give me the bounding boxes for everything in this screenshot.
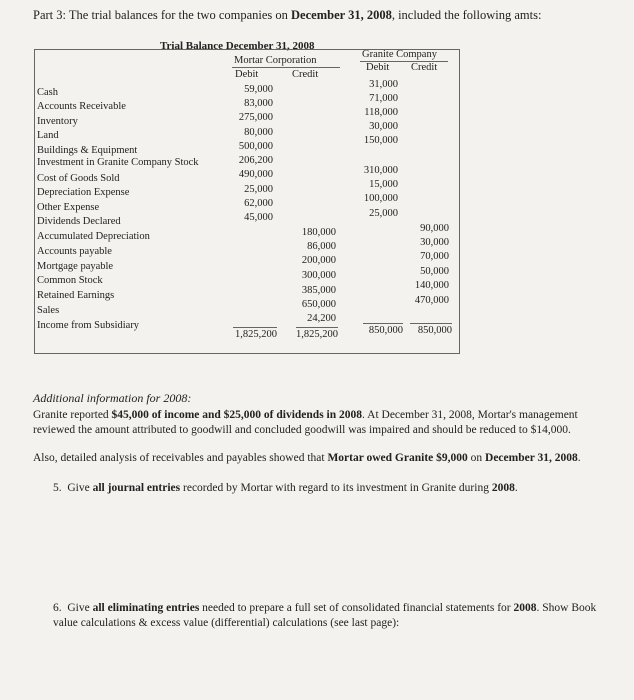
question-6 xyxy=(53,601,613,631)
granite-debit-total: 850,000 xyxy=(368,325,403,336)
mortar-debit-value: 83,000 xyxy=(244,98,273,109)
granite-debit-value: 15,000 xyxy=(369,179,398,190)
para1-text: . At December 31, 2008, Mortar's management reviewed the amount attributed to goodwill and concluded goodwill was impaired and should be reduced to $14,000. xyxy=(33,409,578,436)
para2-date: December 31, 2008 xyxy=(485,452,578,464)
granite-debit-value: 25,000 xyxy=(369,208,398,219)
account-row-label: Common Stock xyxy=(37,275,103,286)
granite-credit-value: 140,000 xyxy=(414,280,449,291)
mortar-debit-value: 206,200 xyxy=(238,155,273,166)
mortar-debit-value: 80,000 xyxy=(244,127,273,138)
mortar-credit-value: 86,000 xyxy=(307,241,336,252)
granite-debit-value: 150,000 xyxy=(363,135,398,146)
mortar-credit-total: 1,825,200 xyxy=(296,329,338,340)
account-row-label: Sales xyxy=(37,305,60,316)
granite-credit-value: 50,000 xyxy=(420,266,449,277)
account-row-label: Mortgage payable xyxy=(37,261,114,272)
account-row-label: Inventory xyxy=(37,116,78,127)
mortar-debit-value: 62,000 xyxy=(244,198,273,209)
heading-suffix: , included the following amts: xyxy=(391,8,542,22)
mortar-credit-value: 300,000 xyxy=(301,270,336,281)
account-row-label: Retained Earnings xyxy=(37,290,115,301)
question-6-text: needed to prepare a full set of consolidated financial statements for xyxy=(199,602,514,614)
granite-credit-value: 70,000 xyxy=(420,251,449,262)
question-6-number: 6. xyxy=(53,602,62,614)
para2-emphasis: Mortar owed Granite $9,000 xyxy=(327,452,468,464)
granite-debit-value: 31,000 xyxy=(369,79,398,90)
question-6-text: Give xyxy=(67,602,93,614)
question-5 xyxy=(53,481,613,496)
mortar-credit-total-rule xyxy=(296,327,338,328)
granite-debit-value: 71,000 xyxy=(369,93,398,104)
heading-date: December 31, 2008 xyxy=(291,8,392,22)
granite-credit-header: Credit xyxy=(411,62,438,73)
additional-info-paragraph-2 xyxy=(33,451,613,466)
para2-text: . xyxy=(577,452,581,464)
granite-debit-value: 310,000 xyxy=(363,165,398,176)
question-5-emphasis: all journal entries xyxy=(92,482,181,494)
additional-info-title: Additional information for 2008: xyxy=(33,391,192,405)
question-6-emphasis: all eliminating entries xyxy=(92,602,200,614)
mortar-debit-value: 490,000 xyxy=(238,169,273,180)
para2-text: on xyxy=(467,452,486,464)
mortar-debit-total: 1,825,200 xyxy=(235,329,277,340)
mortar-debit-total-rule xyxy=(233,327,277,328)
para1-emphasis: $45,000 of income and $25,000 of dividends in 2008 xyxy=(111,409,363,421)
account-row-label: Investment in Granite Company Stock xyxy=(37,157,199,168)
part-3-heading xyxy=(33,8,541,23)
additional-info-paragraph-1 xyxy=(33,408,613,438)
mortar-credit-header: Credit xyxy=(292,69,319,80)
account-row-label: Cash xyxy=(37,87,58,98)
granite-company-header: Granite Company xyxy=(362,49,437,60)
account-row-label: Depreciation Expense xyxy=(37,187,130,198)
account-row-label: Accounts payable xyxy=(37,246,112,257)
granite-credit-total-rule xyxy=(410,323,452,324)
granite-debit-value: 30,000 xyxy=(369,121,398,132)
para1-text: Granite reported xyxy=(33,409,112,421)
account-row-label: Cost of Goods Sold xyxy=(37,173,120,184)
mortar-debit-value: 45,000 xyxy=(244,212,273,223)
account-row-label: Dividends Declared xyxy=(37,216,121,227)
granite-debit-value: 100,000 xyxy=(363,193,398,204)
question-5-year: 2008 xyxy=(491,482,515,494)
mortar-credit-value: 385,000 xyxy=(301,285,336,296)
account-row-label: Other Expense xyxy=(37,202,100,213)
account-row-label: Accumulated Depreciation xyxy=(37,231,150,242)
granite-credit-value: 470,000 xyxy=(414,295,449,306)
mortar-credit-value: 24,200 xyxy=(307,313,336,324)
mortar-header-rule xyxy=(232,67,340,68)
account-row-label: Income from Subsidiary xyxy=(37,320,140,331)
heading-prefix: Part 3: The trial balances for the two companies on xyxy=(33,8,292,22)
account-row-label: Buildings & Equipment xyxy=(37,145,138,156)
granite-debit-value: 118,000 xyxy=(364,107,398,118)
trial-balance-title: Trial Balance December 31, 2008 xyxy=(160,40,315,52)
question-5-text: Give xyxy=(67,482,93,494)
granite-credit-total: 850,000 xyxy=(417,325,452,336)
account-row-label: Accounts Receivable xyxy=(37,101,126,112)
mortar-credit-value: 650,000 xyxy=(301,299,336,310)
question-5-number: 5. xyxy=(53,482,62,494)
granite-debit-total-rule xyxy=(363,323,403,324)
mortar-credit-value: 200,000 xyxy=(301,255,336,266)
mortar-debit-header: Debit xyxy=(235,69,259,80)
question-5-text: . xyxy=(514,482,518,494)
granite-debit-header: Debit xyxy=(366,62,390,73)
mortar-debit-value: 25,000 xyxy=(244,184,273,195)
mortar-debit-value: 500,000 xyxy=(238,141,273,152)
question-5-text: recorded by Mortar with regard to its investment in Granite during xyxy=(180,482,492,494)
mortar-credit-value: 180,000 xyxy=(301,227,336,238)
granite-credit-value: 90,000 xyxy=(420,223,449,234)
account-row-label: Land xyxy=(37,130,59,141)
granite-credit-value: 30,000 xyxy=(420,237,449,248)
mortar-debit-value: 59,000 xyxy=(244,84,273,95)
para2-text: Also, detailed analysis of receivables and payables showed that xyxy=(33,452,328,464)
mortar-corporation-header: Mortar Corporation xyxy=(234,55,317,66)
question-6-text: . Show Book value calculations & excess value (differential) calculations (see last page): xyxy=(53,602,597,629)
question-6-year: 2008 xyxy=(513,602,537,614)
mortar-debit-value: 275,000 xyxy=(238,112,273,123)
